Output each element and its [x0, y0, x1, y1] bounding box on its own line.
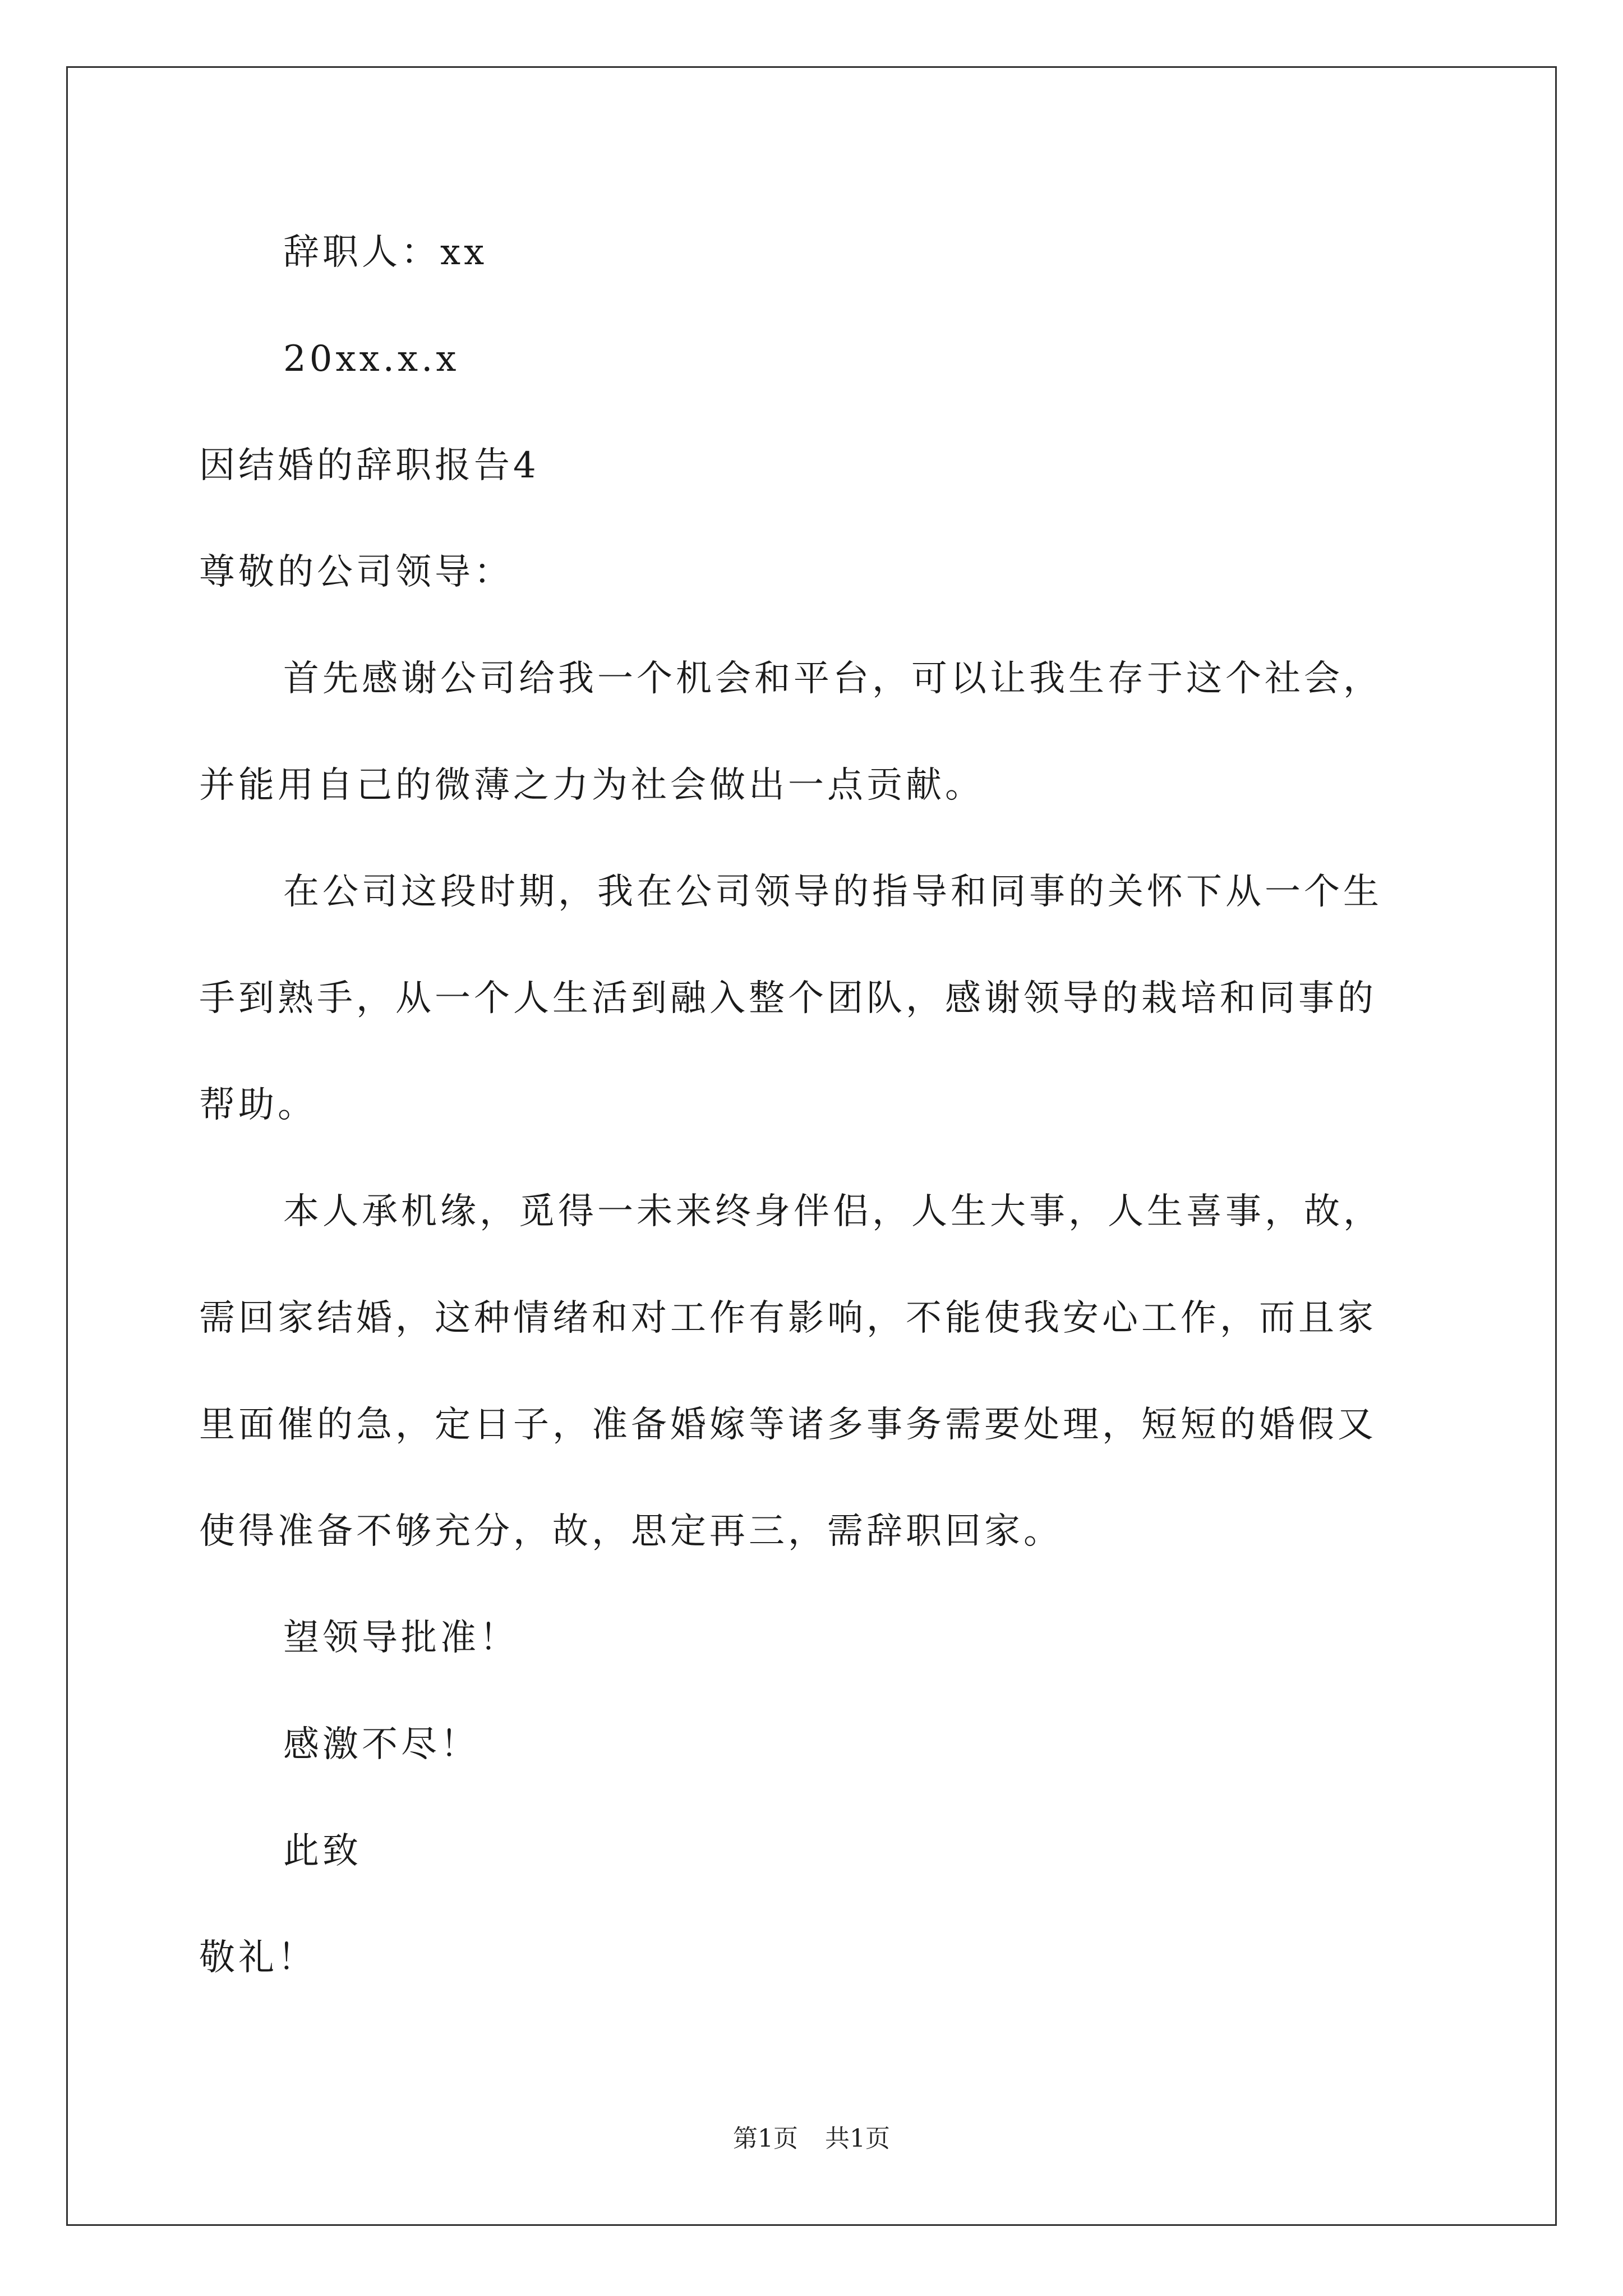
- paragraph-1-line-2: 并能用自己的微薄之力为社会做出一点贡献。: [199, 765, 984, 806]
- closing-thanks: 感激不尽！: [283, 1724, 479, 1765]
- paragraph-2-line-3: 帮助。: [199, 1084, 317, 1126]
- signature-date: 20xx.x.x: [283, 338, 460, 380]
- page-number: 第1页: [733, 2124, 798, 2153]
- closing-request: 望领导批准！: [283, 1617, 519, 1659]
- paragraph-3-line-2: 需回家结婚，这种情绪和对工作有影响，不能使我安心工作，而且家: [199, 1297, 1377, 1339]
- closing-jingli: 敬礼！: [199, 1937, 317, 1978]
- paragraph-2-line-2: 手到熟手，从一个人生活到融入整个团队，感谢领导的栽培和同事的: [199, 978, 1377, 1019]
- closing-cizhi: 此致: [283, 1830, 362, 1872]
- paragraph-2-line-1: 在公司这段时期，我在公司领导的指导和同事的关怀下从一个生: [283, 871, 1382, 913]
- signature-name: 辞职人：xx: [283, 232, 488, 273]
- page-footer: [0, 2123, 1623, 2155]
- paragraph-3-line-4: 使得准备不够充分，故，思定再三，需辞职回家。: [199, 1511, 1063, 1552]
- page-total: 共1页: [825, 2124, 890, 2153]
- document-title: 因结婚的辞职报告4: [199, 445, 540, 486]
- paragraph-3-line-3: 里面催的急，定日子，准备婚嫁等诸多事务需要处理，短短的婚假又: [199, 1404, 1377, 1446]
- paragraph-1-line-1: 首先感谢公司给我一个机会和平台，可以让我生存于这个社会，: [283, 658, 1382, 700]
- page-border: [66, 66, 1557, 2226]
- salutation: 尊敬的公司领导：: [199, 551, 513, 593]
- paragraph-3-line-1: 本人承机缘，觅得一未来终身伴侣，人生大事，人生喜事，故，: [283, 1191, 1382, 1232]
